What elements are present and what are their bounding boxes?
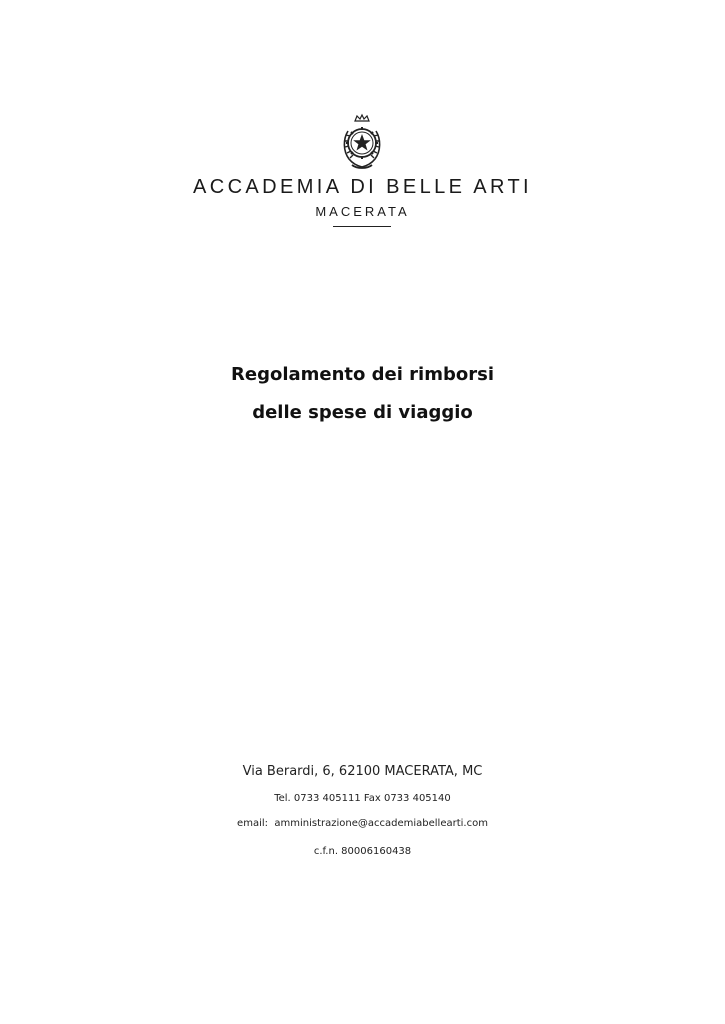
institution-name: ACCADEMIA DI BELLE ARTI [192, 176, 533, 198]
document-title-line-1: Regolamento dei rimborsi [231, 364, 494, 385]
tax-code-text: c.f.n. 80006160438 [313, 846, 412, 857]
phone-fax-text: Tel. 0733 405111 Fax 0733 405140 [274, 793, 451, 804]
email-text: email: amministrazione@accademiabellearti.com [237, 818, 488, 829]
institution-city: MACERATA [315, 204, 410, 219]
document-title-line-2: delle spese di viaggio [252, 402, 473, 423]
letterhead-divider [333, 226, 391, 227]
italian-republic-emblem-icon [339, 113, 385, 173]
address-text: Via Berardi, 6, 62100 MACERATA, MC [242, 764, 483, 779]
